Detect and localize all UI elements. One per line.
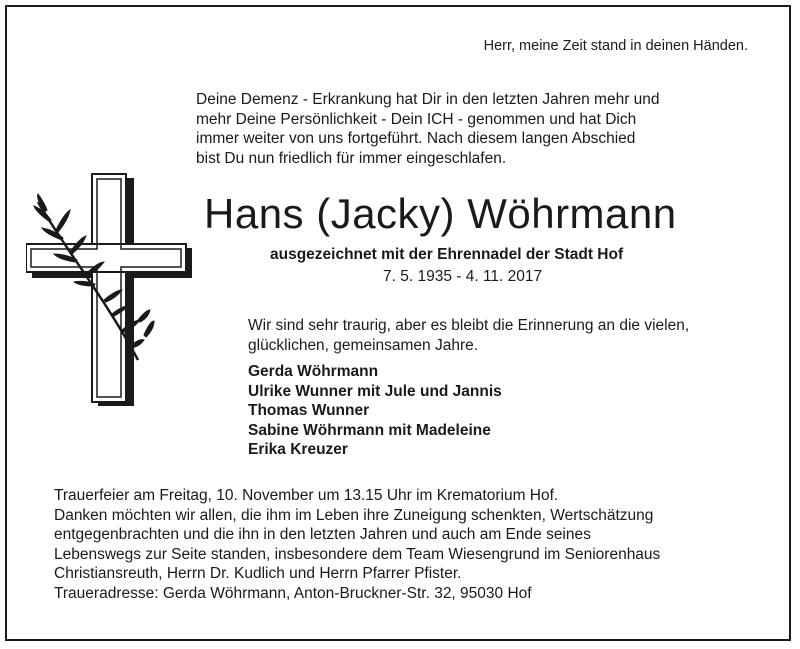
intro-line: bist Du nun friedlich für immer eingeschlafen. xyxy=(196,149,507,167)
honor-line: ausgezeichnet mit der Ehrennadel der Stadt Hof xyxy=(270,246,624,263)
thanks-line: Lebenswegs zur Seite standen, insbesondere dem Team Wiesengrund im Seniorenhaus xyxy=(54,545,661,563)
intro-line: Deine Demenz - Erkrankung hat Dir in den letzten Jahren mehr und xyxy=(196,91,660,108)
intro-line: mehr Deine Persönlichkeit - Dein ICH - genommen und hat Dich xyxy=(196,110,637,128)
intro-text xyxy=(196,90,756,168)
mourning-line: glücklichen, gemeinsamen Jahre. xyxy=(248,336,479,354)
life-dates: 7. 5. 1935 - 4. 11. 2017 xyxy=(383,268,543,285)
family-member: Ulrike Wunner mit Jule und Jannis xyxy=(248,382,502,400)
mourning-address: Traueradresse: Gerda Wöhrmann, Anton-Bruckner-Str. 32, 95030 Hof xyxy=(54,584,532,602)
family-member: Sabine Wöhrmann mit Madeleine xyxy=(248,421,491,439)
family-list xyxy=(248,362,502,460)
family-member: Thomas Wunner xyxy=(248,402,370,419)
family-member: Gerda Wöhrmann xyxy=(248,363,379,380)
footer-text xyxy=(54,486,660,603)
family-member: Erika Kreuzer xyxy=(248,441,348,458)
motto: Herr, meine Zeit stand in deinen Händen. xyxy=(483,38,748,54)
mourning-line: Wir sind sehr traurig, aber es bleibt die Erinnerung an die vielen, xyxy=(248,317,690,334)
funeral-info: Trauerfeier am Freitag, 10. November um 13.15 Uhr im Krematorium Hof. xyxy=(54,487,559,504)
thanks-line: Christiansreuth, Herrn Dr. Kudlich und Herrn Pfarrer Pfister. xyxy=(54,565,462,582)
intro-line: immer weiter von uns fortgeführt. Nach diesem langen Abschied xyxy=(196,130,636,147)
cross-with-palm-icon xyxy=(26,170,196,445)
mourning-text xyxy=(248,316,689,355)
thanks-line: entgegenbrachten und die ihn in den letzten Jahren und auch am Ende seines xyxy=(54,526,591,543)
thanks-line: Danken möchten wir allen, die ihm im Leben ihre Zuneigung schenkten, Wertschätzung xyxy=(54,506,654,524)
deceased-name: Hans (Jacky) Wöhrmann xyxy=(204,190,677,237)
